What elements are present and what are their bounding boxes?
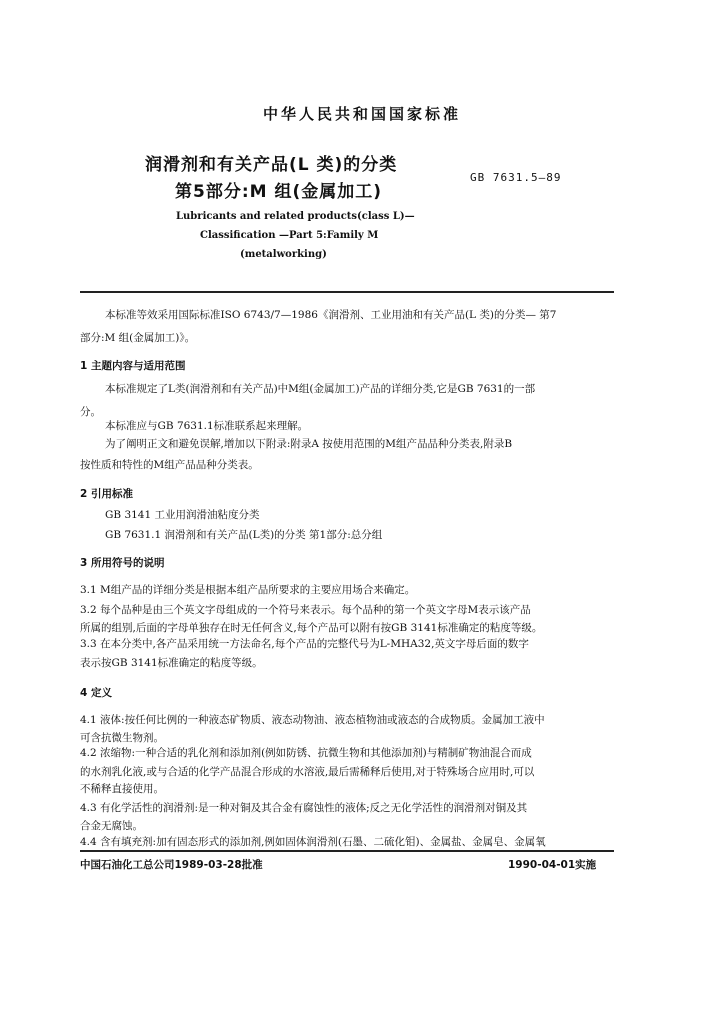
title-line-1: 润滑剂和有关产品(L 类)的分类 <box>145 155 398 175</box>
clause-3-3-line1: 3.3 在本分类中,各产品采用统一方法命名,每个产品的完整代号为L-MHA32,英文字母后面的数字 <box>80 638 529 650</box>
section-1-p3-line1: 为了阐明正文和避免误解,增加以下附录:附录A 按使用范围的M组产品品种分类表,附录B <box>105 438 513 450</box>
section-1-p1-line1: 本标准规定了L类(润滑剂和有关产品)中M组(金属加工)产品的详细分类,它是GB 7631的一部 <box>105 383 536 395</box>
clause-4-4-line1: 4.4 含有填充剂:加有固态形式的添加剂,例如固体润滑剂(石墨、二硫化钼)、金属盐、金属皂、金属氧 <box>80 836 546 848</box>
english-title-line-1: Lubricants and related products(class L)— <box>176 211 415 222</box>
clause-4-3-line1: 4.3 有化学活性的润滑剂:是一种对铜及其合金有腐蚀性的液体;反之无化学活性的润滑剂对铜及其 <box>80 802 528 814</box>
section-2-heading: 2 引用标准 <box>80 488 133 500</box>
clause-4-3-line2: 合金无腐蚀。 <box>80 820 143 832</box>
section-1-heading: 1 主题内容与适用范围 <box>80 360 186 372</box>
document-header: 中华人民共和国国家标准 <box>262 105 461 123</box>
english-title-line-2: Classification —Part 5:Family M <box>200 230 379 241</box>
clause-4-2-line3: 不稀释直接使用。 <box>80 783 164 795</box>
section-1-p2: 本标准应与GB 7631.1标准联系起来理解。 <box>105 420 309 432</box>
clause-4-1-line2: 可含抗微生物剂。 <box>80 732 164 744</box>
intro-line-1: 本标准等效采用国际标准ISO 6743/7—1986《润滑剂、工业用油和有关产品(L 类)的分类— 第7 <box>105 309 557 321</box>
header-divider <box>80 291 614 293</box>
standard-code: GB 7631.5—89 <box>470 171 562 184</box>
reference-1: GB 3141 工业用润滑油粘度分类 <box>105 509 260 521</box>
clause-4-1-line1: 4.1 液体:按任何比例的一种液态矿物质、液态动物油、液态植物油或液态的合成物质。金属加工液中 <box>80 714 545 726</box>
reference-2: GB 7631.1 润滑剂和有关产品(L类)的分类 第1部分:总分组 <box>105 529 383 541</box>
clause-3-2-line2: 所属的组别,后面的字母单独存在时无任何含义,每个产品可以附有按GB 3141标准确定的粘度等级。 <box>80 622 543 634</box>
clause-4-2-line2: 的水剂乳化液,或与合适的化学产品混合形成的水溶液,最后需稀释后使用,对于特殊场合应用时,可以 <box>80 766 535 778</box>
clause-3-2-line1: 3.2 每个品种是由三个英文字母组成的一个符号来表示。每个品种的第一个英文字母M表示该产品 <box>80 604 531 616</box>
clause-3-1: 3.1 M组产品的详细分类是根据本组产品所要求的主要应用场合来确定。 <box>80 584 416 596</box>
effective-date: 1990-04-01实施 <box>508 859 597 871</box>
section-4-heading: 4 定义 <box>80 687 112 699</box>
english-title-line-3: (metalworking) <box>240 249 327 260</box>
footer-divider <box>80 850 614 852</box>
section-1-p1-line2: 分。 <box>80 406 101 418</box>
clause-4-2-line1: 4.2 浓缩物:一种合适的乳化剂和添加剂(例如防锈、抗微生物和其他添加剂)与精制矿物油混合而成 <box>80 747 532 759</box>
title-line-2: 第5部分:M 组(金属加工) <box>175 182 383 202</box>
section-3-heading: 3 所用符号的说明 <box>80 557 165 569</box>
approval-date: 中国石油化工总公司1989-03-28批准 <box>80 859 263 871</box>
clause-3-3-line2: 表示按GB 3141标准确定的粘度等级。 <box>80 657 263 669</box>
section-1-p3-line2: 按性质和特性的M组产品品种分类表。 <box>80 459 259 471</box>
intro-line-2: 部分:M 组(金属加工)》。 <box>80 332 196 344</box>
